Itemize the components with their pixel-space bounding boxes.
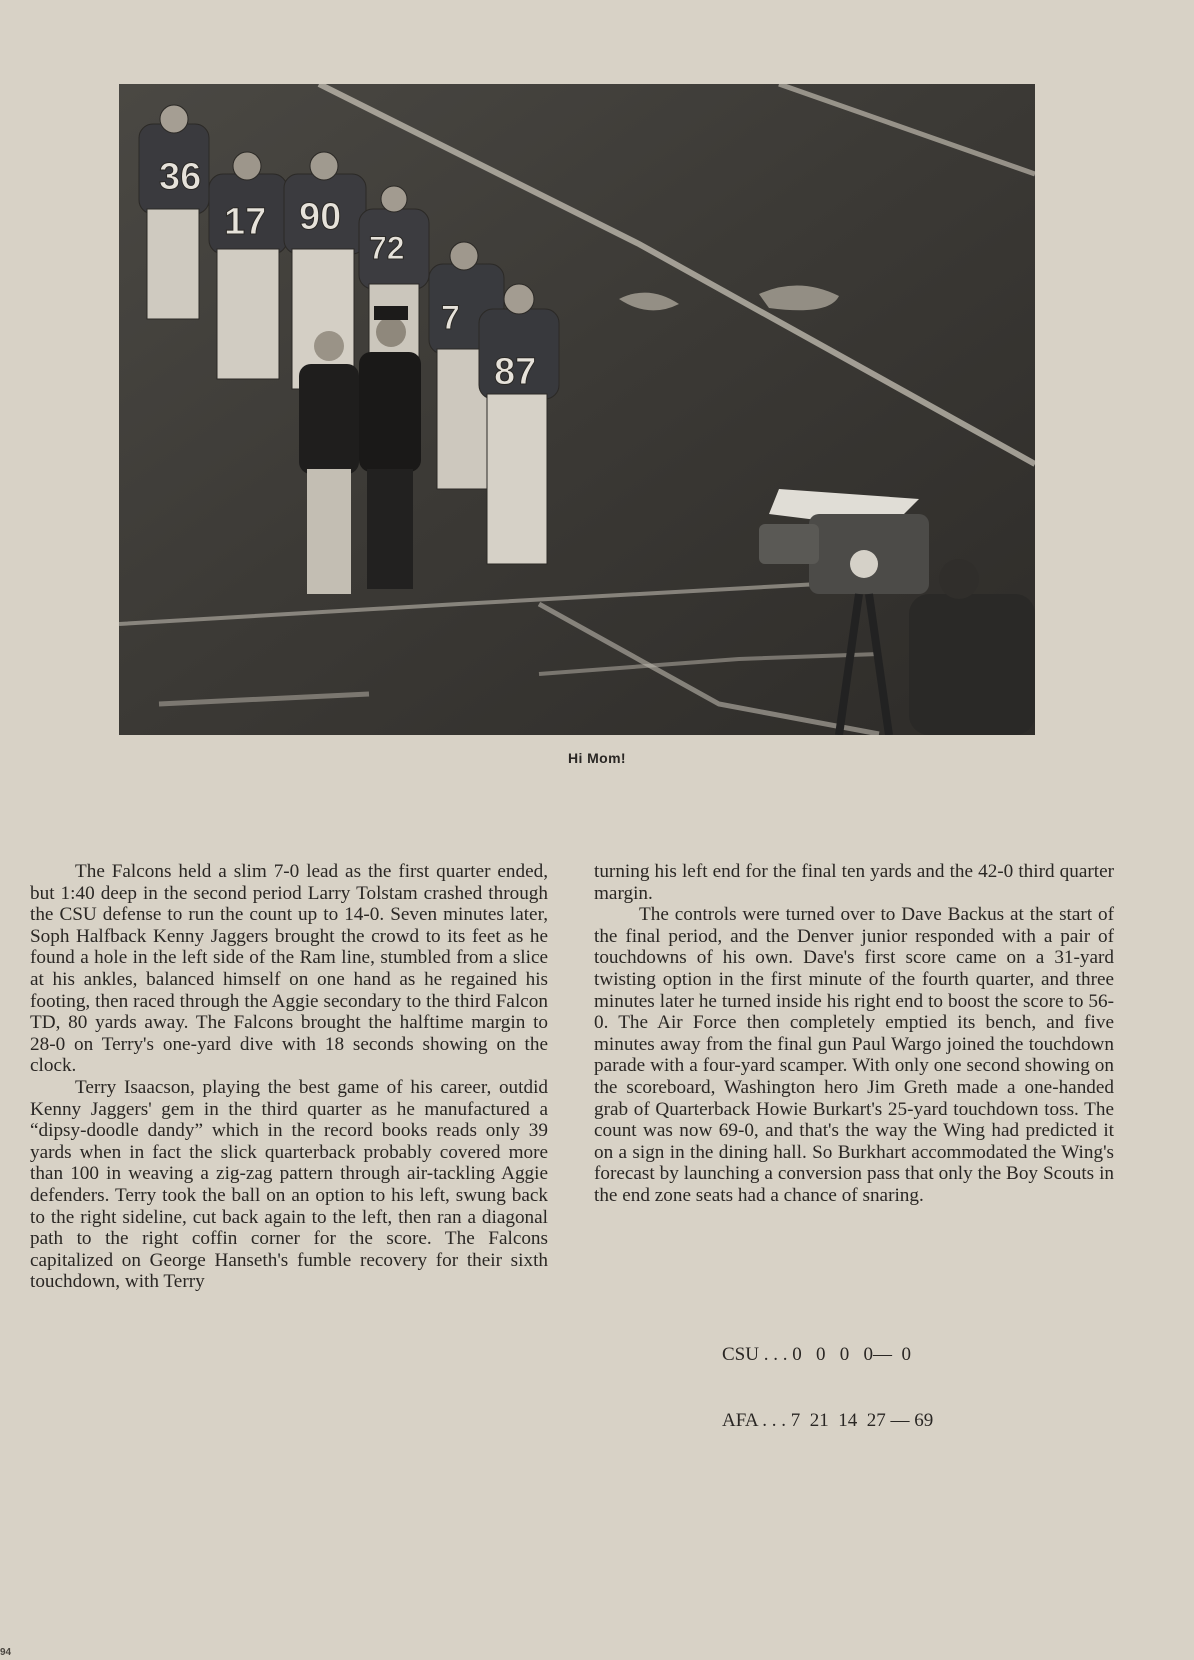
player — [139, 105, 209, 319]
photo-scene — [119, 84, 1035, 735]
jersey-number: 72 — [369, 230, 405, 266]
page-number: 94 — [0, 1647, 12, 1658]
paragraph: The Falcons held a slim 7-0 lead as the first quarter ended, but 1:40 deep in the second period Larry Tolstam crashed through the CSU defense to run the count up to 14-0. Seven minutes later, Soph Halfback Kenny Jaggers brought the crowd to its feet as he found a hole in the left side of the Ram line, stumbled from a slice at his ankles, balanced himself on one hand as he regained his footing, then raced through the Aggie secondary to the third Falcon TD, 80 yards away. The Falcons brought the halftime margin to 28-0 on Terry's one-yard dive with 18 seconds showing on the clock. — [30, 861, 548, 1077]
jersey-number: 17 — [224, 201, 267, 243]
final-score-table — [722, 1300, 933, 1454]
jersey-number: 87 — [494, 351, 537, 393]
jersey-number: 36 — [159, 156, 202, 198]
article-column-left — [30, 861, 548, 1293]
player — [209, 152, 287, 379]
jersey-number: 90 — [299, 196, 342, 238]
jersey-number: 7 — [441, 299, 460, 337]
photo-caption: Hi Mom! — [567, 750, 626, 766]
paragraph: turning his left end for the final ten yards and the 42-0 third quarter margin. — [594, 861, 1114, 904]
score-row-csu: CSU . . . 0 0 0 0— 0 — [722, 1344, 911, 1365]
article-column-right — [594, 861, 1114, 1207]
football-photo — [119, 84, 1035, 735]
score-row-afa: AFA . . . 7 21 14 27 — 69 — [722, 1410, 934, 1431]
paragraph: The controls were turned over to Dave Backus at the start of the final period, and the Denver junior responded with a pair of touchdowns of his own. Dave's first score came on a 31-yard twisting option in the first minute of the fourth quarter, and three minutes later he turned inside his right end to boost the score to 56-0. The Air Force then completely emptied its bench, and five minutes away from the final gun Paul Wargo joined the touchdown parade with a four-yard scamper. With only one second showing on the scoreboard, Washington hero Jim Greth made a one-handed grab of Quarterback Howie Burkart's 25-yard touchdown toss. The count was now 69-0, and that's the way the Wing had predicted it on a sign in the dining hall. So Burkhart accommodated the Wing's forecast by launching a conversion pass that only the Boy Scouts in the end zone seats had a chance of snaring. — [594, 904, 1114, 1206]
player — [479, 284, 559, 564]
paragraph: Terry Isaacson, playing the best game of his career, outdid Kenny Jaggers' gem in the third quarter as he manufactured a “dipsy-doodle dandy” which in the record books reads only 39 yards when in fact the slick quarterback probably covered more than 100 in weaving a zig-zag pattern through air-tackling Aggie defenders. Terry took the ball on an option to his left, swung back to the right sideline, cut back again to the left, then ran a diagonal path to the right coffin corner for the score. The Falcons capitalized on George Hanseth's fumble recovery for their sixth touchdown, with Terry — [30, 1076, 548, 1293]
